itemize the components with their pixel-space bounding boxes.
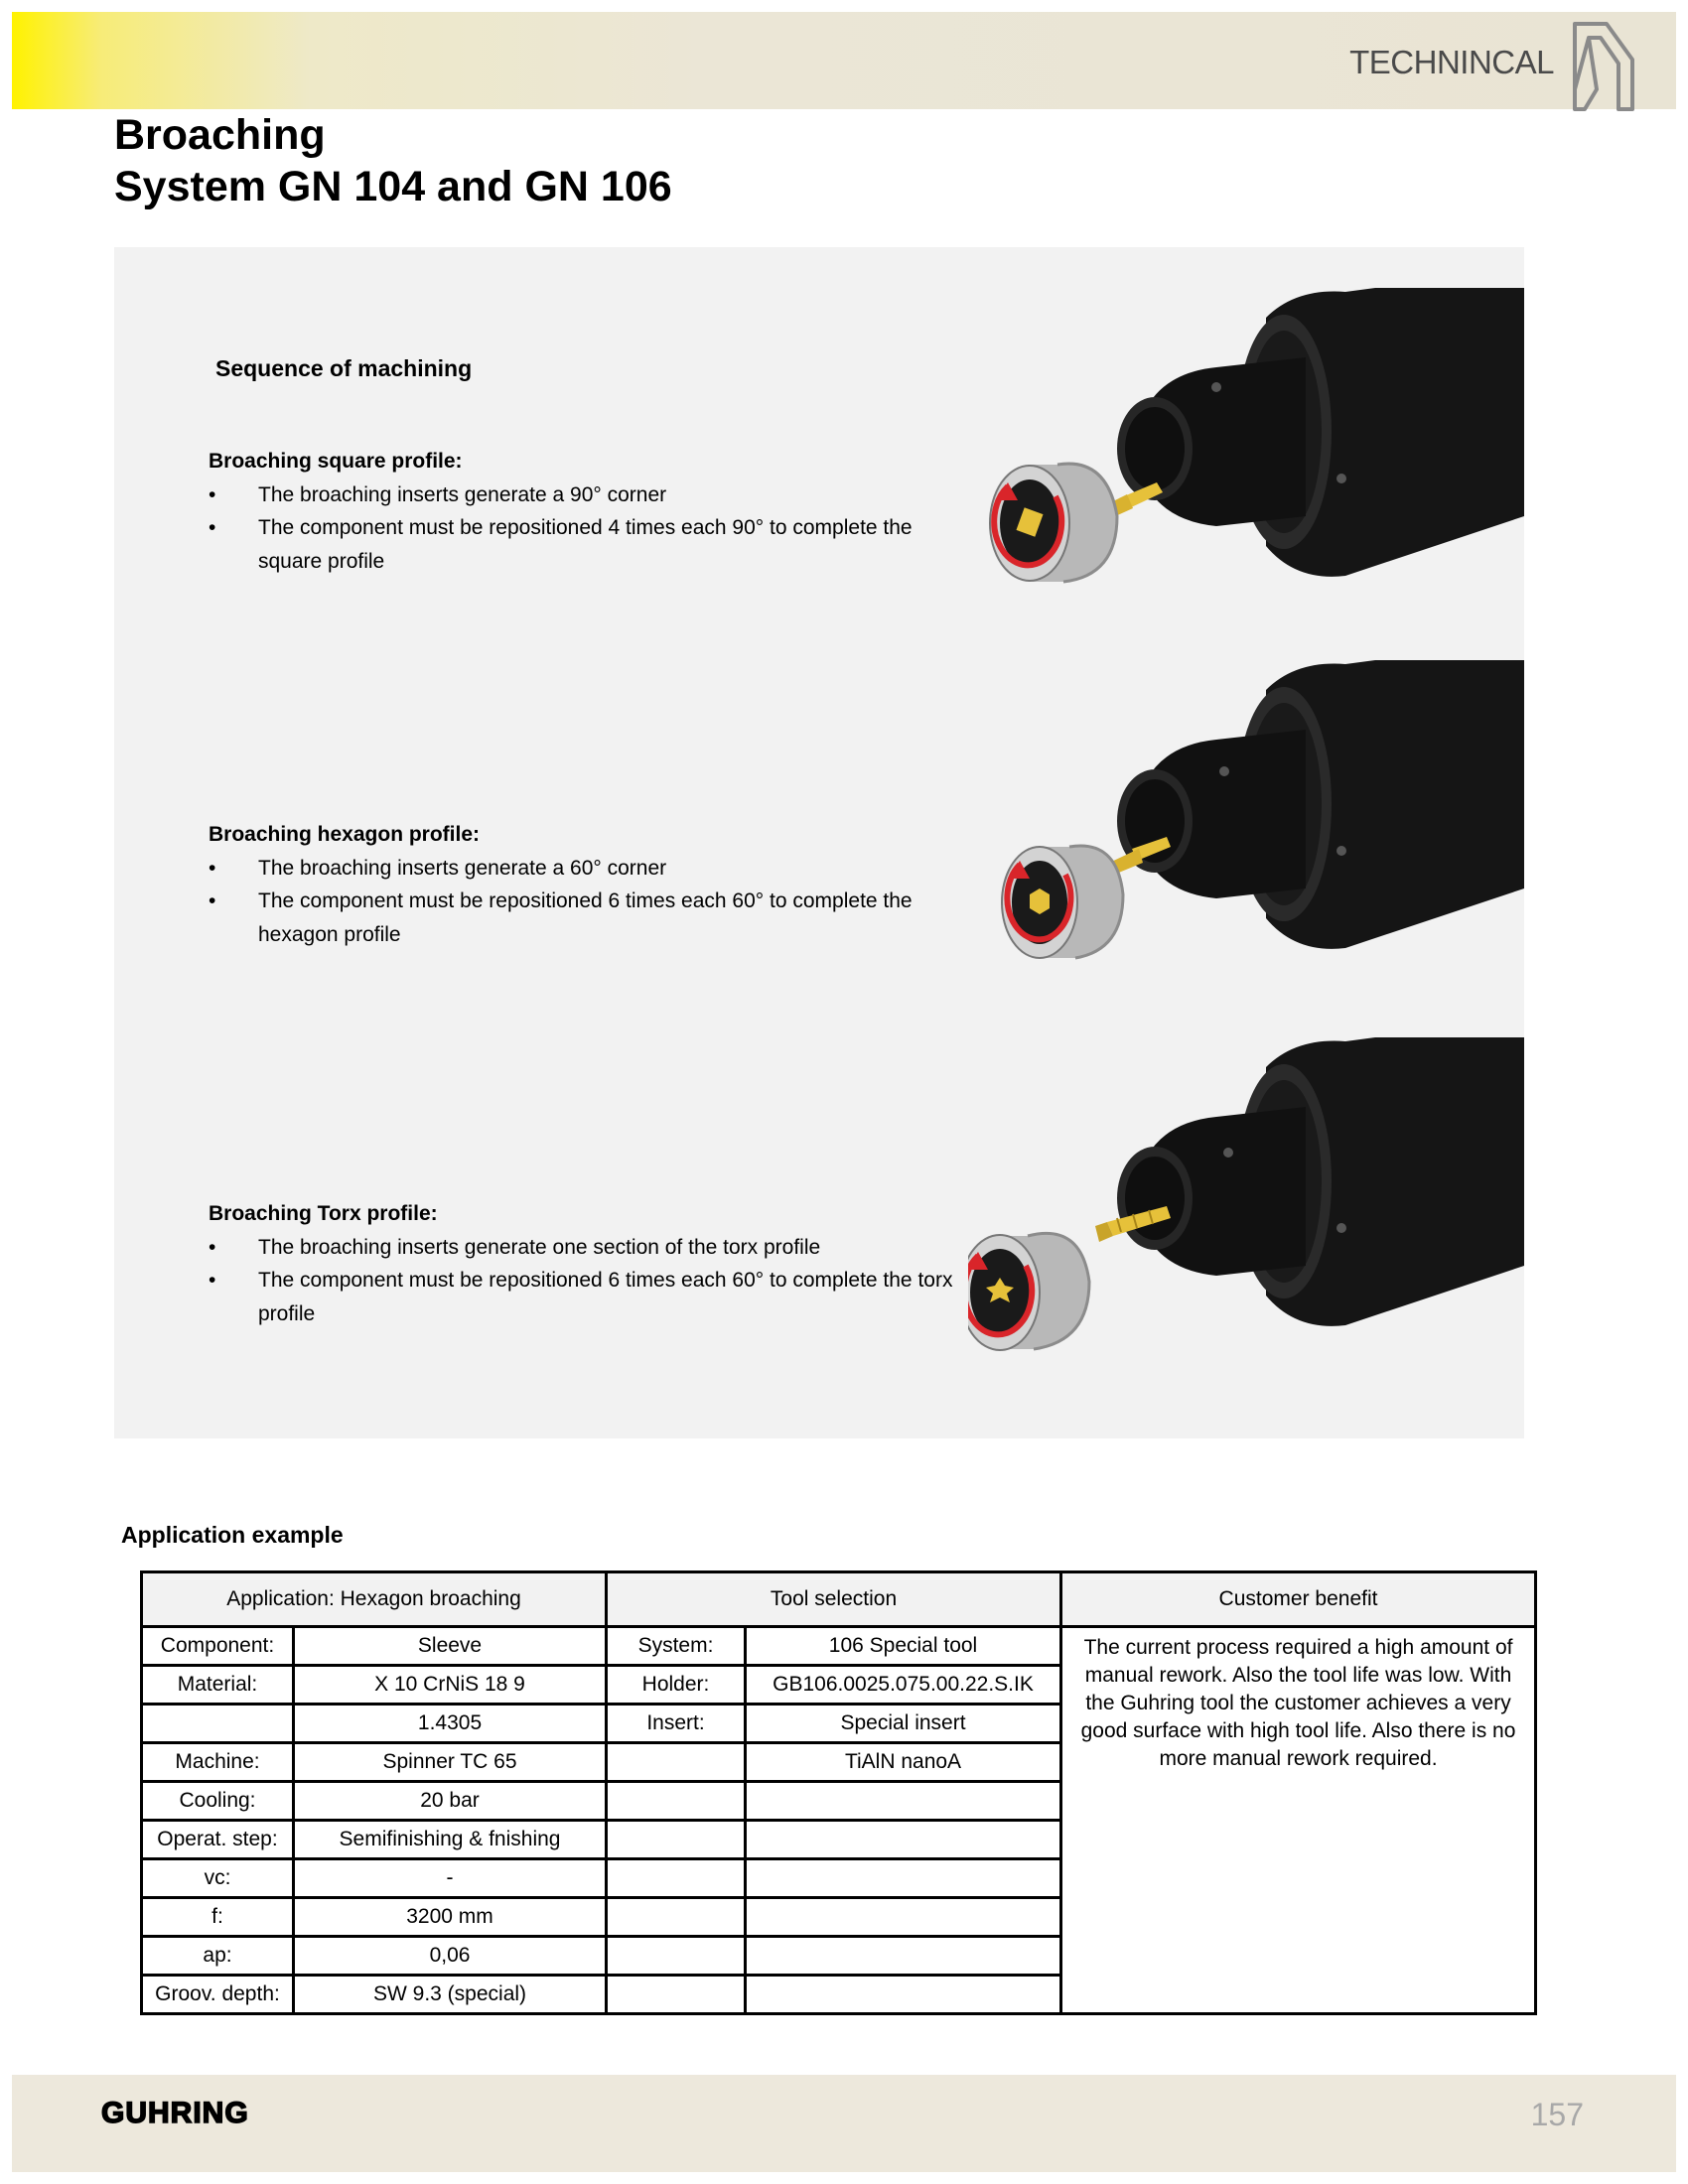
table-cell: Special insert — [746, 1705, 1061, 1743]
table-cell: System: — [607, 1627, 746, 1666]
column-header: Tool selection — [607, 1572, 1061, 1627]
table-cell: Insert: — [607, 1705, 746, 1743]
guhring-tool-icon — [1567, 20, 1638, 111]
table-cell — [607, 1859, 746, 1898]
table-cell: Machine: — [142, 1743, 294, 1782]
table-cell: Semifinishing & fnishing — [294, 1821, 607, 1859]
table-cell: Spinner TC 65 — [294, 1743, 607, 1782]
table-cell: GB106.0025.075.00.22.S.IK — [746, 1666, 1061, 1705]
bullet-item: • The broaching inserts generate a 90° corner — [209, 478, 963, 512]
table-cell: Component: — [142, 1627, 294, 1666]
bullet-item: • The component must be repositioned 4 times each 90° to complete the square profile — [209, 511, 963, 578]
table-cell — [746, 1898, 1061, 1937]
profile-bullets — [209, 1231, 963, 1331]
profile-bullets — [209, 478, 963, 579]
table-cell — [746, 1782, 1061, 1821]
table-cell — [142, 1705, 294, 1743]
torx-broaching-illustration — [968, 1037, 1524, 1375]
table-cell: Holder: — [607, 1666, 746, 1705]
profile-title: Broaching Torx profile: — [209, 1202, 438, 1225]
bullet-item: • The broaching inserts generate one section of the torx profile — [209, 1231, 963, 1265]
profile-bullets — [209, 852, 963, 952]
table-cell — [607, 1898, 746, 1937]
table-cell — [746, 1976, 1061, 2014]
application-table — [140, 1570, 1537, 2015]
table-cell: f: — [142, 1898, 294, 1937]
profile-title: Broaching square profile: — [209, 450, 463, 473]
table-cell: vc: — [142, 1859, 294, 1898]
bullet-item: • The component must be repositioned 6 times each 60° to complete the hexagon profile — [209, 885, 963, 951]
table-cell: 3200 mm — [294, 1898, 607, 1937]
table-cell: TiAlN nanoA — [746, 1743, 1061, 1782]
table-cell: ap: — [142, 1937, 294, 1976]
table-cell: SW 9.3 (special) — [294, 1976, 607, 2014]
table-cell: 106 Special tool — [746, 1627, 1061, 1666]
column-header: Application: Hexagon broaching — [142, 1572, 607, 1627]
guhring-logo — [101, 2097, 282, 2126]
table-cell — [607, 1782, 746, 1821]
section-label: TECHNINCAL — [1349, 44, 1554, 80]
torx-profile-block — [209, 1197, 963, 1330]
table-cell: 1.4305 — [294, 1705, 607, 1743]
table-cell: - — [294, 1859, 607, 1898]
customer-benefit-text: The current process required a high amount of manual rework. Also the tool life was low. With the Guhring tool the customer achieves a very good surface with high tool life. Also there is no more manual rework required. — [1061, 1627, 1536, 2014]
table-cell — [607, 1976, 746, 2014]
bullet-item: • The broaching inserts generate a 60° corner — [209, 852, 963, 886]
table-cell: Material: — [142, 1666, 294, 1705]
table-cell — [746, 1821, 1061, 1859]
application-heading: Application example — [121, 1522, 344, 1548]
table-cell: Operat. step: — [142, 1821, 294, 1859]
table-cell: 20 bar — [294, 1782, 607, 1821]
page-title-line-1: Broaching — [114, 111, 326, 159]
brand-wordmark: GUHRING — [101, 2097, 249, 2126]
page-title-line-2: System GN 104 and GN 106 — [114, 163, 672, 210]
square-broaching-illustration — [968, 288, 1524, 625]
table-cell — [746, 1859, 1061, 1898]
table-cell: Sleeve — [294, 1627, 607, 1666]
hexagon-broaching-illustration — [968, 660, 1524, 998]
table-cell: 0,06 — [294, 1937, 607, 1976]
column-header: Customer benefit — [1061, 1572, 1536, 1627]
table-header-row — [142, 1572, 1536, 1627]
table-row — [142, 1627, 1536, 1666]
sequence-heading: Sequence of machining — [215, 355, 473, 381]
square-profile-block — [209, 445, 963, 578]
table-cell: X 10 CrNiS 18 9 — [294, 1666, 607, 1705]
table-cell — [607, 1937, 746, 1976]
page-title — [114, 109, 672, 212]
hexagon-profile-block — [209, 818, 963, 951]
table-cell — [746, 1937, 1061, 1976]
profile-title: Broaching hexagon profile: — [209, 823, 481, 846]
table-cell — [607, 1743, 746, 1782]
table-cell — [607, 1821, 746, 1859]
table-cell: Groov. depth: — [142, 1976, 294, 2014]
page-number: 157 — [1530, 2097, 1584, 2132]
table-cell: Cooling: — [142, 1782, 294, 1821]
bullet-item: • The component must be repositioned 6 times each 60° to complete the torx profile — [209, 1264, 963, 1330]
